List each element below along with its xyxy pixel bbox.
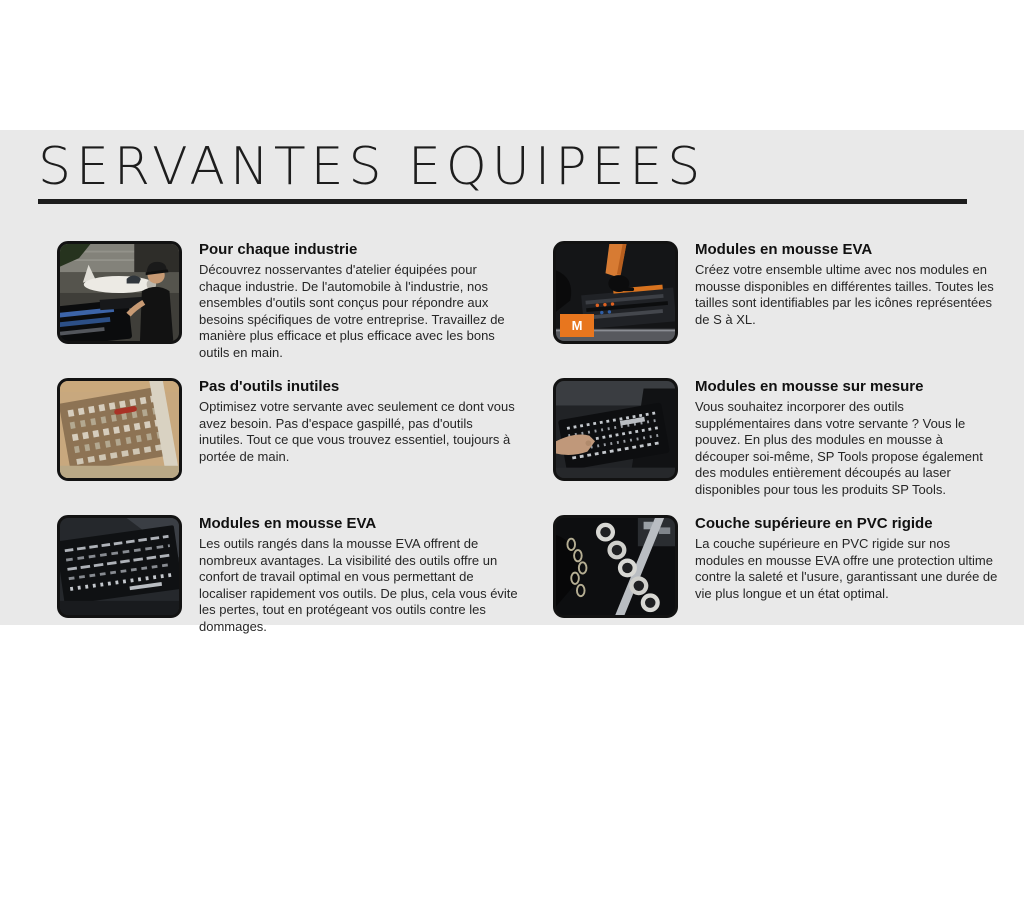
section-body: Les outils rangés dans la mousse EVA offrent de nombreux avantages. La visibilité des outils offre un confort de travail optimal en vous permettant de localiser rapidement vos outils. De plus, cela vous évite les pertes, tout en protégeant vos outils contre les dommages. [199, 536, 518, 634]
section-body: La couche supérieure en PVC rigide sur nos modules en mousse EVA offre une protection ultime contre la saleté et l'usure, garantissant une durée de vie plus longue et un état optimal. [695, 536, 998, 601]
technician-airplane-illustration [60, 244, 179, 341]
feature-grid [57, 241, 1024, 635]
section-body: Découvrez nosservantes d'atelier équipées pour chaque industrie. De l'automobile à l'industrie, nos ensembles d'outils sont conçus pour répondre aux besoins spécifiques de votre entreprise. Travaillez de manière plus efficace et plus efficace avec les bons outils en main. [199, 262, 505, 360]
section-heading: Pour chaque industrie [199, 241, 358, 258]
feature-card-outils-inutiles [57, 378, 520, 498]
section-body: Créez votre ensemble ultime avec nos modules en mousse disponibles en différentes tailles. Toutes les tailles sont identifiables par les icônes représentées de S à XL. [695, 262, 994, 327]
feature-card-mousse-eva-rangement [57, 515, 520, 635]
section-heading: Modules en mousse EVA [199, 515, 377, 532]
wooden-drawer-image [57, 378, 182, 481]
chrome-sockets-illustration [556, 518, 675, 615]
hand-pulling-drawer-illustration [556, 381, 675, 478]
feature-card-mousse-sur-mesure [553, 378, 1000, 498]
feature-card-mousse-eva-tailles [553, 241, 1000, 361]
gloved-arm-drawer-image [553, 241, 678, 344]
technician-airplane-image [57, 241, 182, 344]
dark-drawer-tools-illustration [60, 518, 179, 615]
section-body: Optimisez votre servante avec seulement ce dont vous avez besoin. Pas d'espace gaspillé, pas d'outils inutiles. Tout ce que vous trouvez essentiel, toujours à portée de main. [199, 399, 515, 464]
wooden-drawer-illustration [60, 381, 179, 478]
feature-card-pvc-rigide [553, 515, 1000, 635]
section-heading: Modules en mousse EVA [695, 241, 873, 258]
feature-card-industrie [57, 241, 520, 361]
content-band [0, 130, 1024, 634]
dark-drawer-tools-image [57, 515, 182, 618]
page-title: SERVANTES EQUIPEES [38, 137, 706, 197]
section-heading: Couche supérieure en PVC rigide [695, 515, 933, 532]
size-badge-m: M [560, 314, 594, 337]
section-heading: Pas d'outils inutiles [199, 378, 340, 395]
hand-pulling-drawer-image [553, 378, 678, 481]
section-heading: Modules en mousse sur mesure [695, 378, 924, 395]
section-body: Vous souhaitez incorporer des outils supplémentaires dans votre servante ? Vous le pouvez. En plus des modules en mousse à découper soi-même, SP Tools propose également des modules entièrement découpés au laser disponibles pour tous les produits SP Tools. [695, 399, 983, 497]
title-underline [38, 199, 967, 204]
chrome-sockets-image [553, 515, 678, 618]
